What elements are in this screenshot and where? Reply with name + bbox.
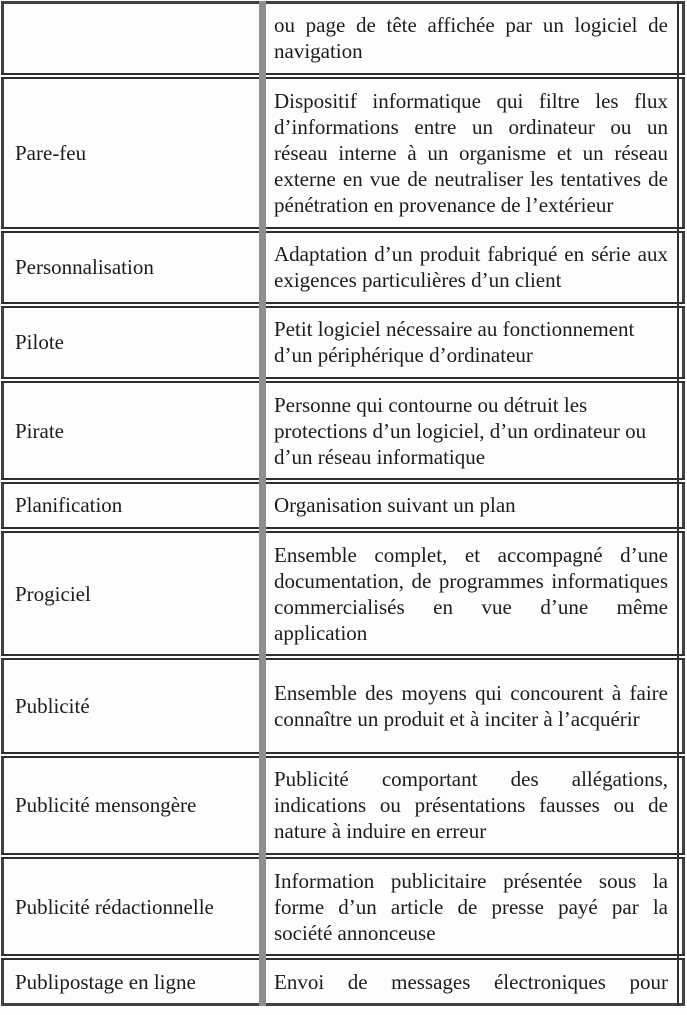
definition-cell: ou page de tête affichée par un logiciel de navigation: [274, 13, 668, 63]
table-row: [3, 657, 684, 754]
glossary-table-body: [3, 3, 684, 1005]
term-cell: Publicité mensongère: [3, 755, 263, 856]
definition-cell: Ensemble des moyens qui concourent à faire connaître un produit et à inciter à l’acquérir: [263, 657, 684, 754]
table-row: [3, 856, 684, 957]
definition-cell: Dispositif informatique qui filtre les flux d’informations entre un ordinateur ou un réseau interne à un organisme et un réseau externe en vue de neutraliser les tentatives de pénétration en provenance de l’extérieur: [263, 76, 684, 230]
definition-cell: Ensemble complet, et accompagné d’une documentation, de programmes informatiques commercialisés en vue d’une même application: [263, 530, 684, 658]
definition-cell: Personne qui contourne ou détruit les protections d’un logiciel, d’un ordinateur ou d’un réseau informatique: [263, 380, 684, 481]
term-cell: Planification: [3, 481, 263, 530]
term-cell: Progiciel: [3, 530, 263, 658]
term-cell: Pirate: [3, 380, 263, 481]
table-row: [3, 755, 684, 856]
definition-cell: Publicité comportant des allégations, indications ou présentations fausses ou de nature à induire en erreur: [263, 755, 684, 856]
glossary-table: [1, 1, 685, 1006]
term-cell: Pilote: [3, 305, 263, 380]
term-cell: [3, 3, 263, 76]
term-cell: Pare-feu: [3, 76, 263, 230]
table-row: [3, 380, 684, 481]
table-row: [3, 230, 684, 305]
definition-cell: Information publicitaire présentée sous la forme d’un article de presse payé par la société annonceuse: [263, 856, 684, 957]
glossary-table-wrapper: [1, 1, 685, 1006]
term-cell: Publicité rédactionnelle: [3, 856, 263, 957]
definition-cell: Envoi de messages électroniques pour: [263, 957, 684, 1004]
term-cell: Publicité: [3, 657, 263, 754]
table-row: [3, 3, 684, 76]
table-row: [3, 76, 684, 230]
term-cell: Personnalisation: [3, 230, 263, 305]
term-cell: Publipostage en ligne: [3, 957, 263, 1004]
table-row: [3, 305, 684, 380]
table-row: [3, 530, 684, 658]
definition-cell: Organisation suivant un plan: [263, 481, 684, 530]
table-row: [3, 957, 684, 1004]
definition-cell: Adaptation d’un produit fabriqué en série aux exigences particulières d’un client: [263, 230, 684, 305]
definition-cell: Petit logiciel nécessaire au fonctionnement d’un périphérique d’ordinateur: [263, 305, 684, 380]
table-row: [3, 481, 684, 530]
